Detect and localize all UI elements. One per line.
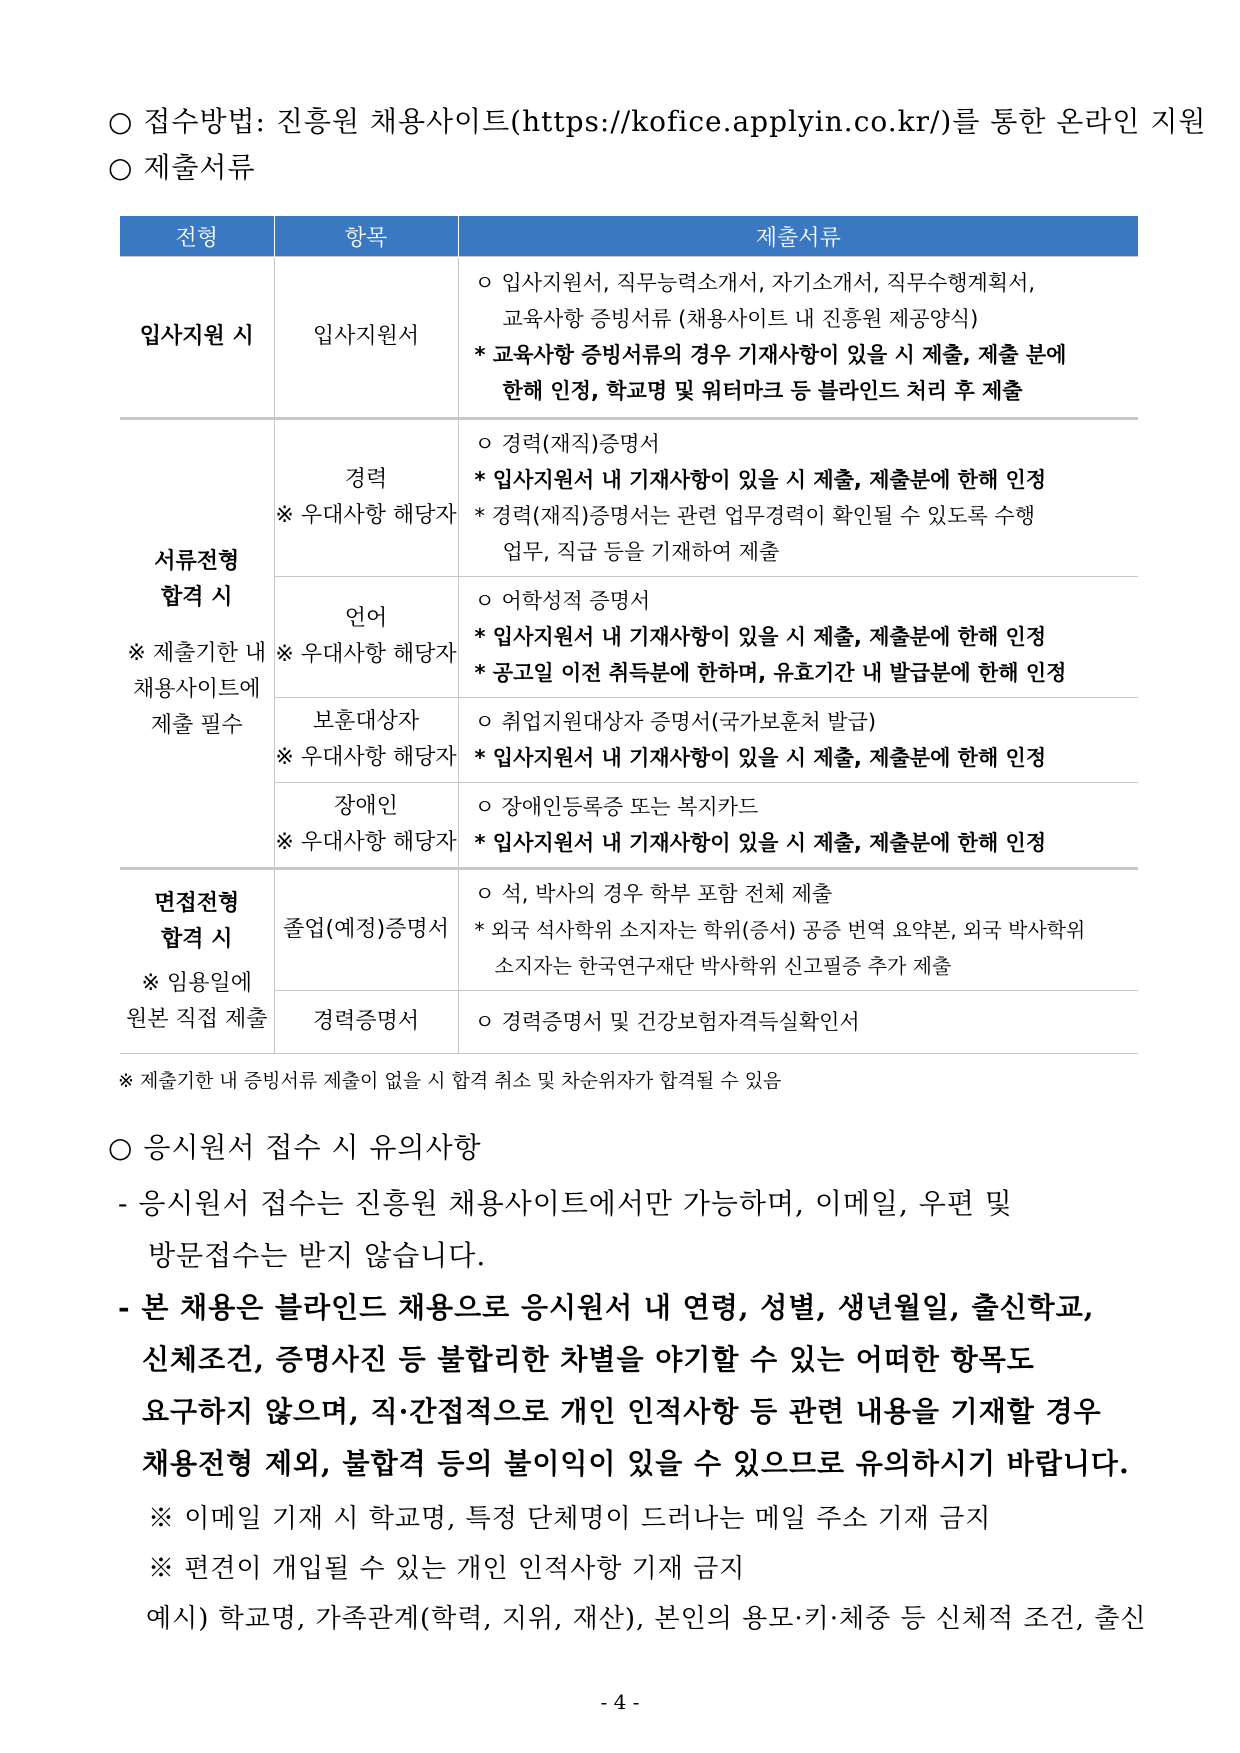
doc-note-line: * 입사지원서 내 기재사항이 있을 시 제출, 제출분에 한해 인정 xyxy=(474,468,1047,492)
item-career-certificate xyxy=(274,991,458,1054)
item-disability xyxy=(274,783,458,869)
item-note: ※ 우대사항 해당자 xyxy=(275,503,457,528)
notes-title: ○ 응시원서 접수 시 유의사항 xyxy=(108,1131,482,1164)
doc-note-line: * 입사지원서 내 기재사항이 있을 시 제출, 제출분에 한해 인정 xyxy=(474,746,1047,770)
section-label: 서류전형 xyxy=(154,548,240,574)
doc-note-line: * 교육사항 증빙서류의 경우 기재사항이 있을 시 제출, 제출 분에 xyxy=(474,343,1067,367)
documents-cell xyxy=(458,419,1138,577)
doc-line: ㅇ 입사지원서, 직무능력소개서, 자기소개서, 직무수행계획서, xyxy=(474,271,1036,295)
submission-method-line: ○ 접수방법: 진흥원 채용사이트(https://kofice.applyin.co.kr/)를 통한 온라인 지원 xyxy=(108,105,1207,138)
section-label: 합격 시 xyxy=(161,926,233,952)
documents-cell xyxy=(458,257,1138,419)
note-paragraph-line: - 응시원서 접수는 진흥원 채용사이트에서만 가능하며, 이메일, 우편 및 xyxy=(118,1187,1013,1220)
doc-note-line: * 입사지원서 내 기재사항이 있을 시 제출, 제출분에 한해 인정 xyxy=(474,625,1047,649)
header-documents: 제출서류 xyxy=(458,216,1138,257)
note-personal-info-prohibition: ※ 편견이 개입될 수 있는 개인 인적사항 기재 금지 xyxy=(148,1554,746,1584)
item-label: 장애인 xyxy=(334,794,398,819)
item-label: 입사지원서 xyxy=(312,324,420,349)
item-application xyxy=(274,257,458,419)
item-label: 언어 xyxy=(344,606,388,631)
doc-line: ㅇ 취업지원대상자 증명서(국가보훈처 발급) xyxy=(474,710,877,734)
table-footnote: ※ 제출기한 내 증빙서류 제출이 없을 시 합격 취소 및 차순위자가 합격될 수 있음 xyxy=(118,1070,782,1092)
item-graduation xyxy=(274,869,458,991)
item-language xyxy=(274,577,458,698)
note-email-prohibition: ※ 이메일 기재 시 학교명, 특정 단체명이 드러나는 메일 주소 기재 금지 xyxy=(148,1504,992,1534)
doc-note-line: 소지자는 한국연구재단 박사학위 신고필증 추가 제출 xyxy=(494,954,952,978)
item-note: ※ 우대사항 해당자 xyxy=(275,642,457,667)
documents-cell xyxy=(458,577,1138,698)
documents-cell xyxy=(458,991,1138,1054)
doc-line: ㅇ 어학성적 증명서 xyxy=(474,589,651,613)
doc-line: ㅇ 장애인등록증 또는 복지카드 xyxy=(474,795,759,819)
section-interview xyxy=(120,869,274,1054)
doc-line: 교육사항 증빙서류 (채용사이트 내 진흥원 제공양식) xyxy=(502,307,979,331)
table-row xyxy=(120,869,1138,991)
item-veteran xyxy=(274,698,458,783)
section-note: ※ 임용일에 xyxy=(141,970,252,996)
doc-line: ㅇ 경력증명서 및 건강보험자격득실확인서 xyxy=(474,1010,860,1034)
section-note: 제출 필수 xyxy=(150,712,243,738)
documents-cell xyxy=(458,783,1138,869)
section-note: 원본 직접 제출 xyxy=(126,1006,268,1032)
header-stage: 전형 xyxy=(120,216,274,257)
doc-note-line: * 경력(재직)증명서는 관련 업무경력이 확인될 수 있도록 수행 xyxy=(474,504,1035,528)
doc-note-line: 업무, 직급 등을 기재하여 제출 xyxy=(502,540,780,564)
doc-note-line: * 입사지원서 내 기재사항이 있을 시 제출, 제출분에 한해 인정 xyxy=(474,831,1047,855)
section-note: ※ 제출기한 내 xyxy=(127,640,267,666)
example-line: 예시) 학교명, 가족관계(학력, 지위, 재산), 본인의 용모·키·체중 등 신체적 조건, 출신 xyxy=(146,1604,1147,1634)
item-label: 경력증명서 xyxy=(312,1009,420,1034)
doc-line: ㅇ 석, 박사의 경우 학부 포함 전체 제출 xyxy=(474,882,833,906)
table-header-row xyxy=(120,216,1138,257)
doc-note-line: * 공고일 이전 취득분에 한하며, 유효기간 내 발급분에 한해 인정 xyxy=(474,661,1067,685)
section-label: 면접전형 xyxy=(154,890,240,916)
item-label: 졸업(예정)증명서 xyxy=(283,917,449,942)
item-note: ※ 우대사항 해당자 xyxy=(275,745,457,770)
doc-note-line: * 외국 석사학위 소지자는 학위(증서) 공증 번역 요약본, 외국 박사학위 xyxy=(474,918,1086,942)
table-row xyxy=(120,419,1138,577)
header-item: 항목 xyxy=(274,216,458,257)
blind-hiring-line: 요구하지 않으며, 직·간접적으로 개인 인적사항 등 관련 내용을 기재할 경우 xyxy=(142,1395,1102,1428)
item-label: 경력 xyxy=(344,467,388,492)
doc-note-line: 한해 인정, 학교명 및 워터마크 등 블라인드 처리 후 제출 xyxy=(502,379,1023,403)
documents-table xyxy=(120,216,1138,1054)
section-label: 합격 시 xyxy=(161,584,233,610)
note-paragraph-line: 방문접수는 받지 않습니다. xyxy=(148,1239,487,1272)
section-label: 입사지원 시 xyxy=(139,324,254,349)
item-note: ※ 우대사항 해당자 xyxy=(275,830,457,855)
documents-title: ○ 제출서류 xyxy=(108,151,256,184)
blind-hiring-line: - 본 채용은 블라인드 채용으로 응시원서 내 연령, 성별, 생년월일, 출신학교, xyxy=(118,1291,1095,1324)
item-label: 보훈대상자 xyxy=(312,709,420,734)
page-number: - 4 - xyxy=(600,1690,640,1714)
doc-line: ㅇ 경력(재직)증명서 xyxy=(474,432,660,456)
section-document-screening xyxy=(120,419,274,869)
section-note: 채용사이트에 xyxy=(132,676,261,702)
blind-hiring-line: 신체조건, 증명사진 등 불합리한 차별을 야기할 수 있는 어떠한 항목도 xyxy=(142,1343,1035,1376)
blind-hiring-line: 채용전형 제외, 불합격 등의 불이익이 있을 수 있으므로 유의하시기 바랍니다. xyxy=(142,1447,1130,1480)
table-row xyxy=(120,257,1138,419)
item-career xyxy=(274,419,458,577)
section-apply xyxy=(120,257,274,419)
documents-cell xyxy=(458,698,1138,783)
documents-cell xyxy=(458,869,1138,991)
